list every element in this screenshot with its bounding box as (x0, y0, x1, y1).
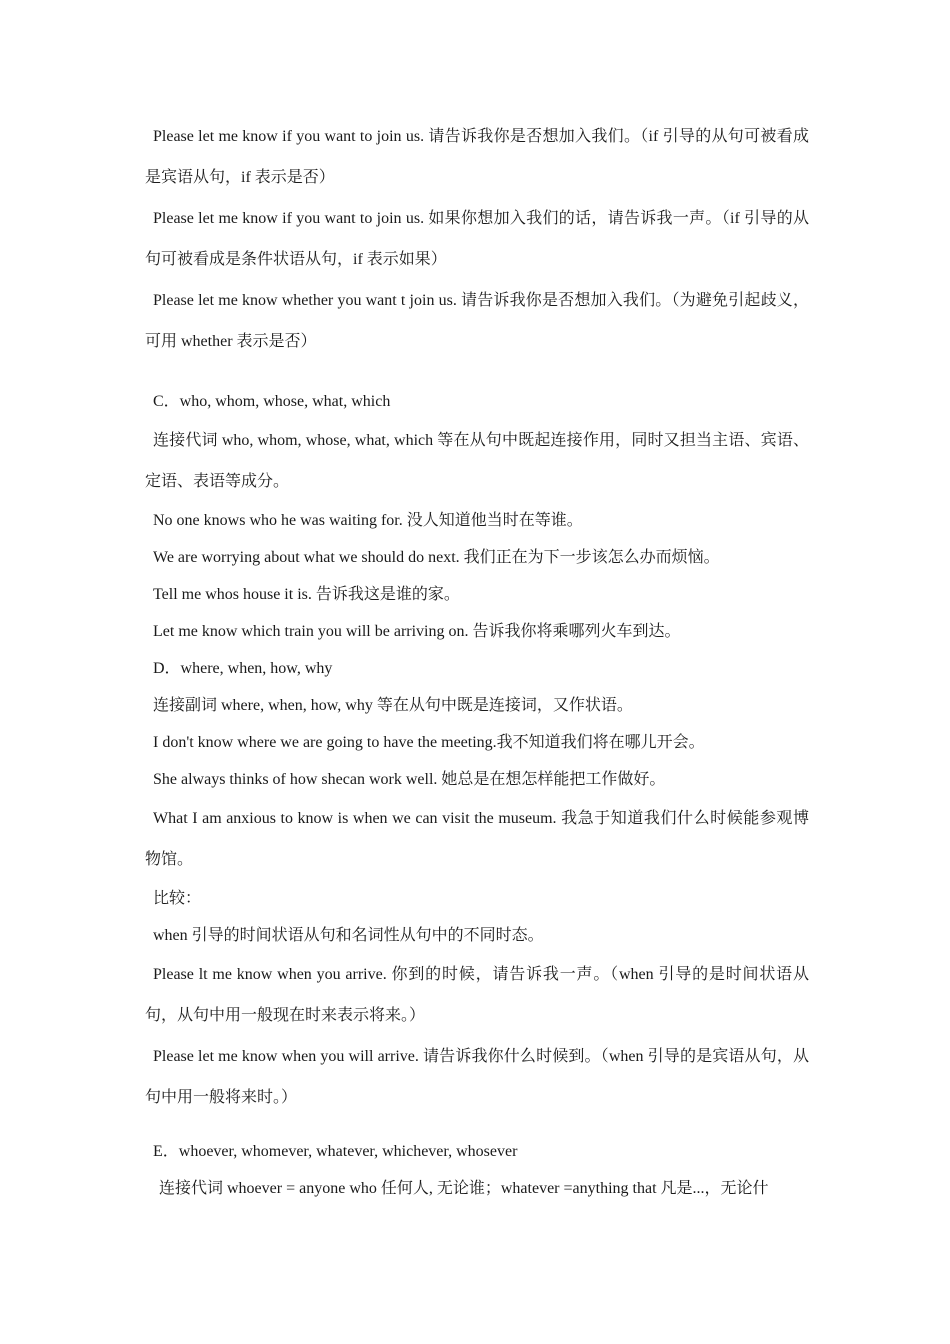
example-where: I don't know where we are going to have the meeting.我不知道我们将在哪儿开会。 (153, 734, 705, 751)
section-heading-c: C．who, whom, whose, what, which (153, 393, 391, 410)
section-spacer (145, 362, 809, 383)
example-when-object: Please let me know when you will arrive. 请告诉我你什么时候到。（when 引导的是宾语从句，从句中用一般将来时。） (145, 1048, 809, 1106)
paragraph-whether-example: Please let me know whether you want t join us. 请告诉我你是否想加入我们。（为避免引起歧义，可用 whether 表示是否） (145, 292, 809, 350)
paragraph-conjunctive-pronouns: 连接代词 who, whom, whose, what, which 等在从句中既起连接作用，同时又担当主语、宾语、定语、表语等成分。 (145, 432, 809, 490)
paragraph-if-conditional-clause: Please let me know if you want to join us. 如果你想加入我们的话，请告诉我一声。（if 引导的从句可被看成是条件状语从句，if 表示如果） (145, 210, 809, 268)
example-whose: Tell me whos house it is. 告诉我这是谁的家。 (153, 586, 460, 603)
paragraph-conjunctive-adverbs: 连接副词 where, when, how, why 等在从句中既是连接词，又作状语。 (153, 697, 633, 714)
paragraph-ever-pronouns: 连接代词 whoever = anyone who 任何人, 无论谁；whatever =anything that 凡是...，无论什 (159, 1180, 769, 1197)
paragraph-if-object-clause: Please let me know if you want to join us. 请告诉我你是否想加入我们。（if 引导的从句可被看成是宾语从句，if 表示是否） (145, 128, 809, 186)
section-spacer (145, 1118, 809, 1133)
example-how: She always thinks of how shecan work well. 她总是在想怎样能把工作做好。 (153, 771, 666, 788)
example-what: We are worrying about what we should do next. 我们正在为下一步该怎么办而烦恼。 (153, 549, 720, 566)
example-when-adverbial: Please lt me know when you arrive. 你到的时候，请告诉我一声。（when 引导的是时间状语从句，从句中用一般现在时来表示将来。） (145, 966, 809, 1024)
section-heading-e: E．whoever, whomever, whatever, whichever, whosever (153, 1143, 518, 1160)
example-when: What I am anxious to know is when we can visit the museum. 我急于知道我们什么时候能参观博物馆。 (145, 810, 809, 868)
example-which: Let me know which train you will be arriving on. 告诉我你将乘哪列火车到达。 (153, 623, 681, 640)
comparison-description: when 引导的时间状语从句和名词性从句中的不同时态。 (153, 927, 544, 944)
comparison-label: 比较： (153, 890, 202, 907)
section-heading-d: D．where, when, how, why (153, 660, 333, 677)
example-who: No one knows who he was waiting for. 没人知道他当时在等谁。 (153, 512, 583, 529)
document-body (145, 116, 809, 1207)
